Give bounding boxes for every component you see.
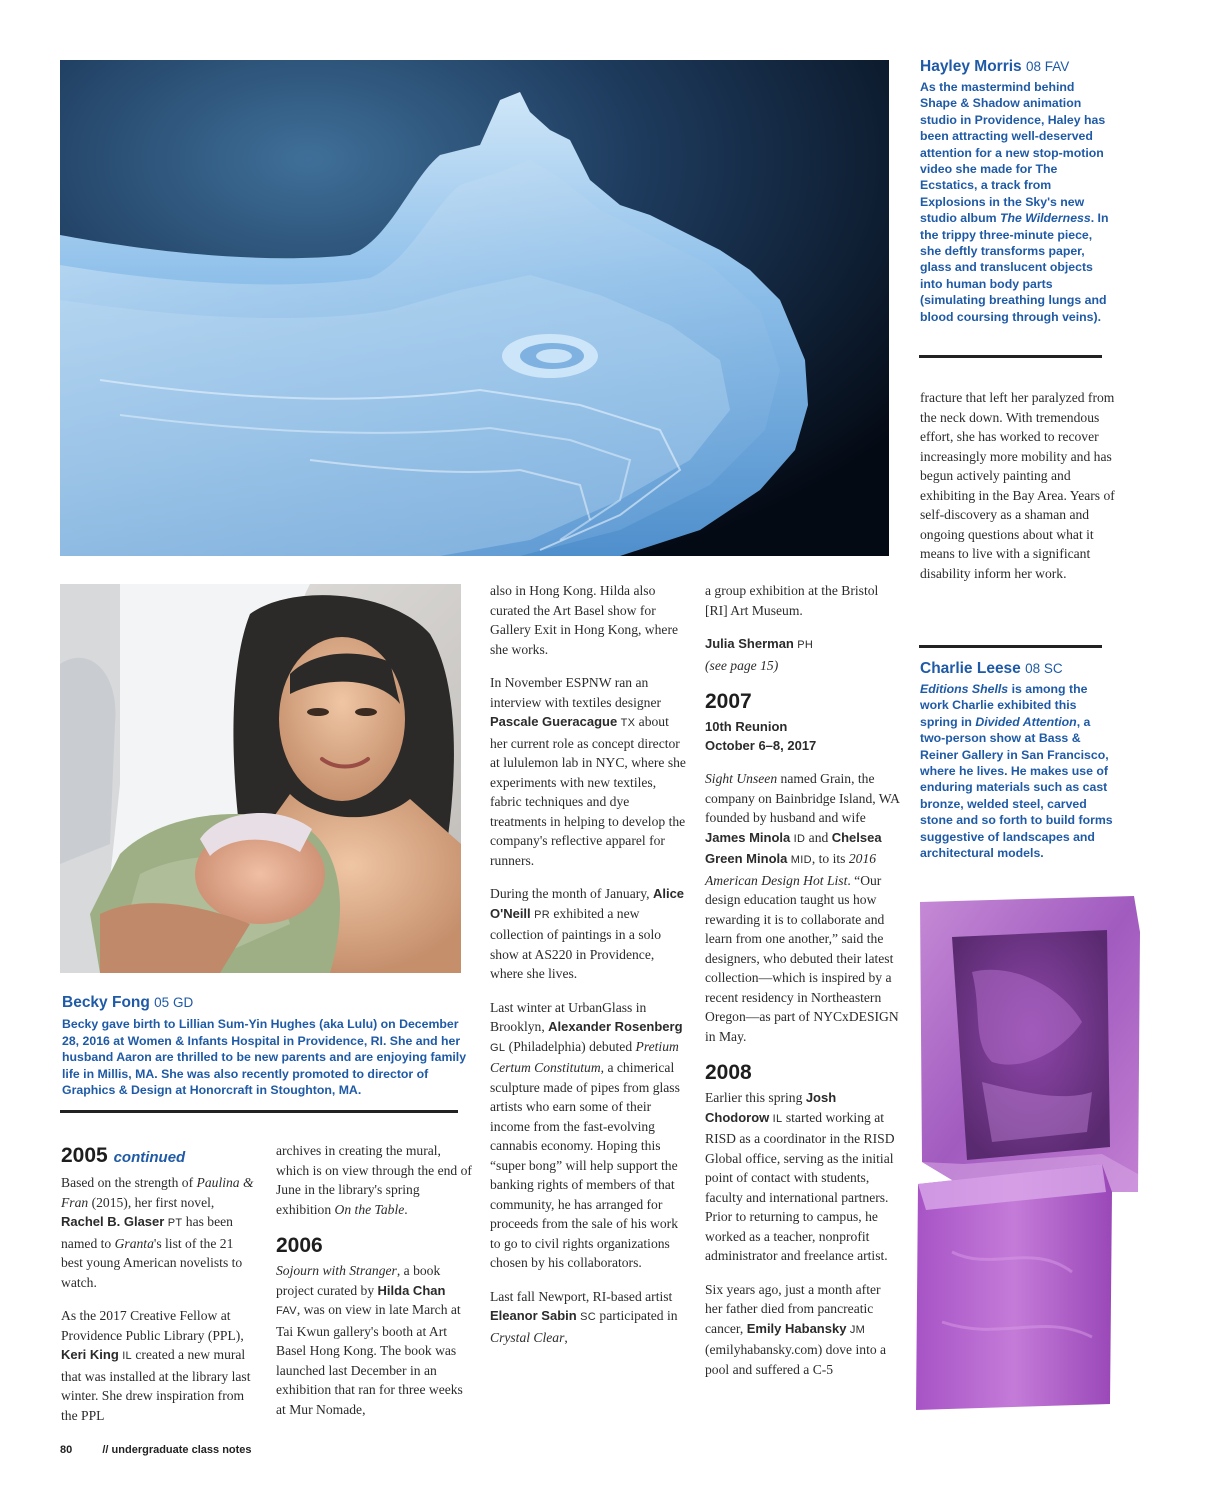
keri-king-continued-paragraph: archives in creating the mural, which is on view through the end of June in the library's spring exhibition On the Table. bbox=[276, 1143, 472, 1217]
reunion-info: 10th Reunion October 6–8, 2017 bbox=[705, 719, 817, 753]
james-minola-name: James Minola bbox=[705, 829, 791, 845]
eleanor-sabin-name: Eleanor Sabin bbox=[490, 1308, 577, 1323]
year-heading-2008: 2008 bbox=[705, 1061, 752, 1084]
year-2005: 2005 bbox=[61, 1144, 108, 1167]
alice-oneill-paragraph: During the month of January, Alice O'Neill PR exhibited a new collection of paintings in a solo show at AS220 in Providence, where she lives. bbox=[490, 886, 685, 981]
glass-face-photo bbox=[60, 60, 889, 556]
section-label: // undergraduate class notes bbox=[102, 1444, 252, 1456]
becky-body: Becky gave birth to Lillian Sum-Yin Hughes (aka Lulu) on December 28, 2016 at Women & Infants Hospital in Providence, RI. She and her husband Aaron are thrilled to be new parents and are enjoying family life in Millis, MA. She was also recently promoted to director of Graphics & Design at Honorcraft in Stoughton, MA. bbox=[62, 1017, 467, 1097]
grain-paragraph: Sight Unseen named Grain, the company on Bainbridge Island, WA founded by husband and wife James Minola ID and Chelsea Green Minola MID, to its 2016 American Design Hot List. “Our design education taught us how rewarding it is to collaborate and learn from one another,” said the designers, who debuted their latest collection—which is inspired by a recent residency in Northeastern Oregon—as part of NYCxDESIGN in May. bbox=[705, 771, 900, 1044]
see-page-reference: (see page 15) bbox=[705, 657, 779, 673]
eleanor-sabin-paragraph: Last fall Newport, RI-based artist Eleanor Sabin SC participated in Crystal Clear, bbox=[490, 1288, 678, 1345]
year-continued-label: continued bbox=[113, 1149, 186, 1166]
page-footer bbox=[60, 1444, 252, 1456]
emily-habansky-paragraph: Six years ago, just a month after her father died from pancreatic cancer, Emily Habansky JM (emilyhabansky.com) dove into a pool and suffered a C-5 bbox=[705, 1281, 887, 1377]
divider-rule bbox=[919, 645, 1102, 648]
charlie-class: 08 SC bbox=[1025, 661, 1063, 676]
charlie-body-text-2: , a two-person show at Bass & Reiner Gallery in San Francisco, where he lives. He makes use of enduring materials such as cast bronze, welded steel, carved stone and so forth to build forms suggestive of landscapes and architectural models. bbox=[920, 714, 1113, 861]
becky-heading bbox=[62, 994, 474, 1012]
charlie-leese-note bbox=[920, 660, 1116, 861]
hayley-morris-note bbox=[920, 58, 1110, 325]
keri-king-name: Keri King bbox=[61, 1347, 119, 1362]
rachel-glaser-name: Rachel B. Glaser bbox=[61, 1214, 165, 1229]
page-number: 80 bbox=[60, 1444, 73, 1456]
pascale-paragraph: In November ESPNW ran an interview with textiles designer Pascale Gueracague TX about her current role as concept director at lululemon lab in NYC, where she experiments with new textiles, fabric techniques and dye treatments in helping to develop the company's reflective apparel for runners. bbox=[490, 675, 686, 868]
column-4 bbox=[705, 581, 901, 1393]
hayley-class: 08 FAV bbox=[1025, 59, 1070, 74]
josh-chodorow-name: Josh Chodorow bbox=[705, 1090, 837, 1125]
charlie-body-text-1: is among the work Charlie exhibited this spring in bbox=[920, 682, 1088, 729]
charlie-show-title: Divided Attention bbox=[975, 714, 1077, 729]
charlie-work-title: Editions Shells bbox=[920, 682, 1009, 696]
charlie-name: Charlie Leese bbox=[920, 660, 1021, 677]
year-heading-2005 bbox=[61, 1143, 257, 1171]
rachel-glaser-paragraph: Based on the strength of Paulina & Fran (2015), her first novel, Rachel B. Glaser PT has been named to Granta's list of the 21 best young American novelists to watch. bbox=[61, 1175, 254, 1290]
pascale-name: Pascale Gueracague bbox=[490, 714, 618, 729]
emily-continued-paragraph: fracture that left her paralyzed from the neck down. With tremendous effort, she has worked to recover increasingly more mobility and has begun actively painting and exhibiting in the Bay Area. Years of self-discovery as a shaman and ongoing questions about what it means to live with a significant disability inform her work. bbox=[920, 390, 1115, 581]
keri-king-paragraph: As the 2017 Creative Fellow at Providence Public Library (PPL), Keri King IL created a new mural that was installed at the library last winter. She drew inspiration from the PPL bbox=[61, 1308, 251, 1423]
purple-sculpture-photo bbox=[912, 892, 1142, 1412]
alexander-rosenberg-name: Alexander Rosenberg bbox=[548, 1019, 683, 1034]
charlie-heading bbox=[920, 660, 1116, 678]
hilda-continued-paragraph: also in Hong Kong. Hilda also curated the Art Basel show for Gallery Exit in Hong Kong, where she works. bbox=[490, 583, 679, 657]
column-2 bbox=[276, 1141, 472, 1433]
julia-sherman-name: Julia Sherman bbox=[705, 636, 794, 651]
hayley-album: The Wilderness bbox=[999, 211, 1091, 226]
chelsea-green-minola-name: Chelsea Green Minola bbox=[705, 829, 882, 866]
becky-class: 05 GD bbox=[154, 995, 194, 1010]
hayley-heading bbox=[920, 58, 1110, 76]
josh-chodorow-paragraph: Earlier this spring Josh Chodorow IL started working at RISD as a coordinator in the RISD Global office, serving as the initial point of contact with students, faculty and international partners. Prior to returning to campus, he worked as a teacher, nonprofit administrator and freelance artist. bbox=[705, 1090, 895, 1263]
hayley-body-text-1: As the mastermind behind Shape & Shadow animation studio in Providence, Haley has been attracting well-deserved attention for a new stop-motion video she made for The Ecstatics, a track from Explosions in the Sky's new studio album bbox=[920, 80, 1106, 226]
julia-sherman-paragraph: Julia Sherman PH (see page 15) bbox=[705, 636, 814, 673]
hayley-name: Hayley Morris bbox=[920, 58, 1022, 75]
column-1 bbox=[61, 1141, 257, 1439]
becky-name: Becky Fong bbox=[62, 994, 150, 1011]
becky-fong-note bbox=[62, 994, 474, 1099]
column-3 bbox=[490, 581, 686, 1361]
hilda-chan-paragraph: Sojourn with Stranger, a book project curated by Hilda Chan FAV, was on view in late March at Tai Kwun gallery's booth at Art Basel Hong Kong. The book was launched last December in an exhibition that ran for three weeks at Mur Nomade, bbox=[276, 1263, 463, 1417]
divider-rule bbox=[60, 1110, 458, 1113]
hilda-chan-name: Hilda Chan bbox=[377, 1282, 446, 1298]
year-heading-2007: 2007 bbox=[705, 690, 752, 713]
eleanor-continued-paragraph: a group exhibition at the Bristol [RI] Art Museum. bbox=[705, 583, 879, 618]
hayley-body bbox=[920, 79, 1110, 325]
becky-fong-photo bbox=[60, 584, 461, 973]
hayley-body-text-2: . In the trippy three-minute piece, she deftly transforms paper, glass and translucent objects into human body parts (simulating breathing lungs and blood coursing through veins). bbox=[920, 211, 1109, 324]
emily-habansky-name: Emily Habansky bbox=[746, 1320, 847, 1336]
alice-oneill-name: Alice O'Neill bbox=[490, 886, 685, 921]
column-5 bbox=[920, 388, 1116, 597]
year-heading-2006: 2006 bbox=[276, 1234, 323, 1257]
divider-rule bbox=[919, 355, 1102, 358]
alexander-rosenberg-paragraph: Last winter at UrbanGlass in Brooklyn, Alexander Rosenberg GL (Philadelphia) debuted Pretium Certum Constitutum, a chimerical sculpture made of pipes from glass artists who earn some of their income from the fast-evolving cannabis economy. Hoping this “super bong” will help support the banking rights of members of that community, he has arranged for proceeds from the sale of his work to go to civil rights organizations chosen by his collaborators. bbox=[490, 999, 683, 1270]
charlie-body bbox=[920, 681, 1116, 861]
